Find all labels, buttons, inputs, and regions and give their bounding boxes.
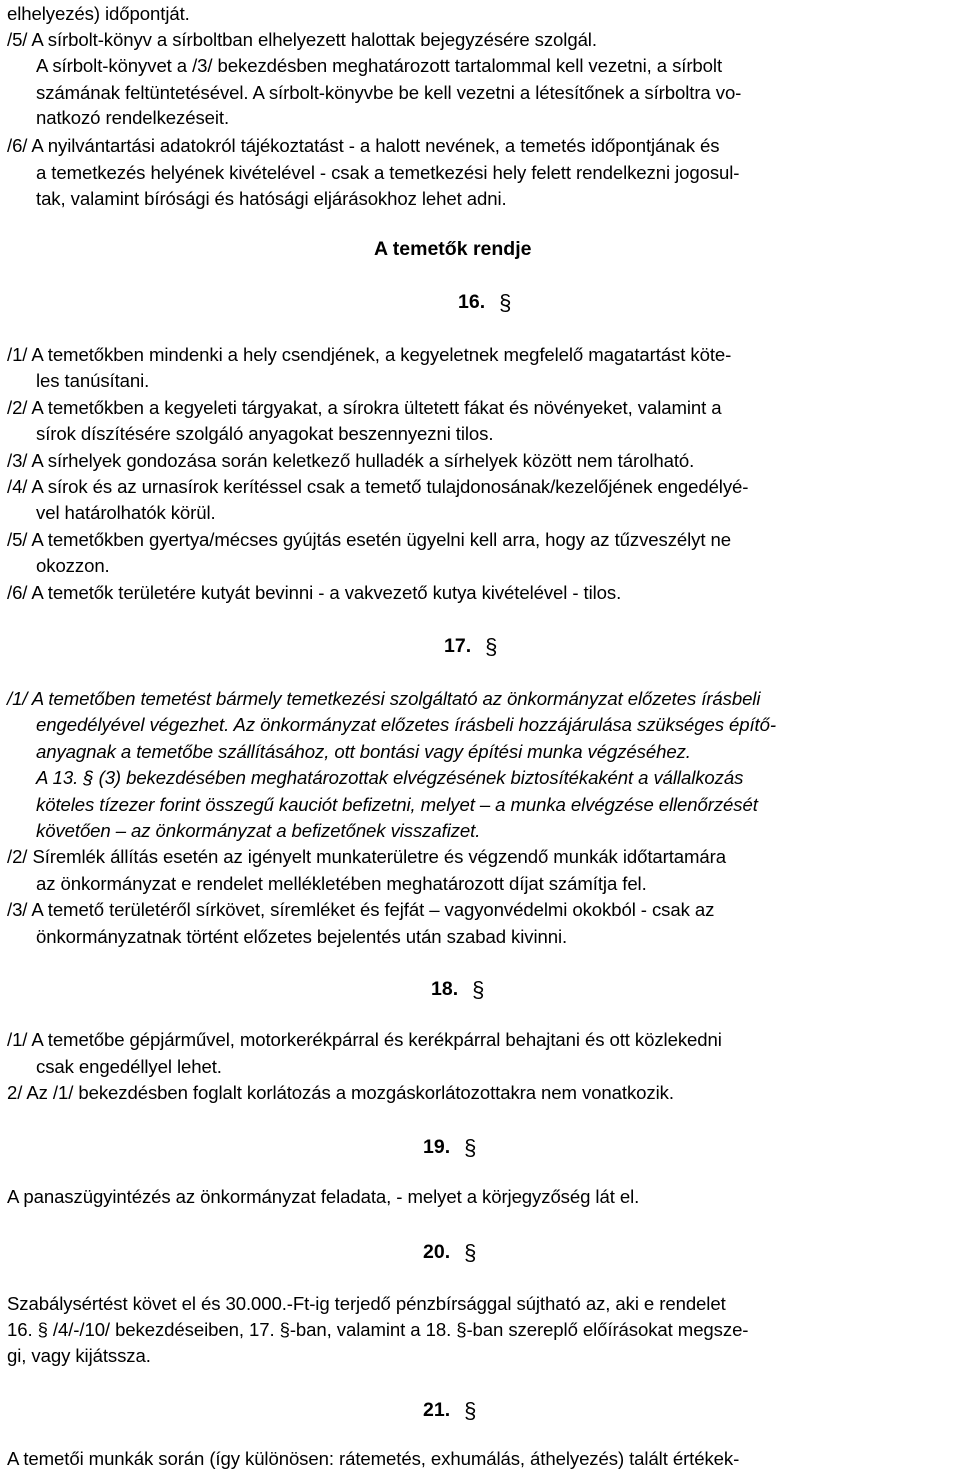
paragraph-line: elhelyezés) időpontját. — [7, 3, 190, 24]
paragraph-line: anyagnak a temetőbe szállításához, ott bontási vagy építési munka végzéséhez. — [36, 741, 691, 762]
section-number-19 — [423, 1134, 476, 1159]
paragraph-line: /4/ A sírok és az urnasírok kerítéssel csak a temető tulajdonosának/kezelőjének engedélyé- — [7, 476, 749, 497]
paragraph-line: 16. § /4/-/10/ bekezdéseiben, 17. §-ban, valamint a 18. §-ban szereplő előírásokat megsze- — [7, 1319, 749, 1340]
section-number-17 — [444, 633, 497, 658]
paragraph-line: önkormányzatnak történt előzetes bejelentés után szabad kivinni. — [36, 926, 568, 947]
section-symbol: § — [499, 290, 512, 315]
paragraph-line: /5/ A temetőkben gyertya/mécses gyújtás esetén ügyelni kell arra, hogy az tűzveszélyt ne — [7, 529, 731, 550]
paragraph-line: les tanúsítani. — [36, 370, 150, 391]
paragraph-line: vel határolhatók körül. — [36, 502, 216, 523]
paragraph-line: követően – az önkormányzat a befizetőnek visszafizet. — [36, 820, 481, 841]
paragraph-line: okozzon. — [36, 555, 110, 576]
section-number: 18. — [431, 978, 459, 1000]
paragraph-line: köteles tízezer forint összegű kauciót befizetni, melyet – a munka elvégzése ellenőrzését — [36, 794, 758, 815]
section-symbol: § — [464, 1240, 477, 1265]
paragraph-line: /6/ A nyilvántartási adatokról tájékoztatást - a halott nevének, a temetés időpontjának és — [7, 135, 720, 156]
paragraph-line: /2/ Síremlék állítás esetén az igényelt munkaterületre és végzendő munkák időtartamára — [7, 846, 726, 867]
paragraph-line: Szabálysértést követ el és 30.000.-Ft-ig terjedő pénzbírsággal sújtható az, aki e rendelet — [7, 1293, 726, 1314]
section-symbol: § — [472, 977, 485, 1002]
section-number: 19. — [423, 1136, 451, 1158]
section-symbol: § — [485, 634, 498, 659]
paragraph-line: engedélyével végezhet. Az önkormányzat előzetes írásbeli hozzájárulása szükséges építő- — [36, 714, 776, 735]
paragraph-line: a temetkezés helyének kivételével - csak a temetkezési hely felett rendelkezni jogosul- — [36, 162, 740, 183]
section-number: 20. — [423, 1241, 451, 1263]
paragraph-line: számának feltüntetésével. A sírbolt-könyvbe be kell vezetni a létesítőnek a sírboltra vo- — [36, 82, 742, 103]
paragraph-line: tak, valamint bírósági és hatósági eljárásokhoz lehet adni. — [36, 188, 507, 209]
paragraph-line: /5/ A sírbolt-könyv a sírboltban elhelyezett halottak bejegyzésére szolgál. — [7, 29, 597, 50]
section-number-18 — [431, 976, 484, 1001]
paragraph-line: /3/ A temető területéről sírkövet, síremléket és fejfát – vagyonvédelmi okokból - csak az — [7, 899, 715, 920]
paragraph-line: sírok díszítésére szolgáló anyagokat beszennyezni tilos. — [36, 423, 494, 444]
paragraph-line: /2/ A temetőkben a kegyeleti tárgyakat, a sírokra ültetett fákat és növényeket, valamint a — [7, 397, 722, 418]
section-number-21 — [423, 1397, 476, 1422]
paragraph-line: /1/ A temetőben temetést bármely temetkezési szolgáltató az önkormányzat előzetes írásbeli — [7, 688, 761, 709]
paragraph-line: /3/ A sírhelyek gondozása során keletkező hulladék a sírhelyek között nem tárolható. — [7, 450, 695, 471]
section-symbol: § — [464, 1398, 477, 1423]
paragraph-line: /1/ A temetőkben mindenki a hely csendjének, a kegyeletnek megfelelő magatartást köte- — [7, 344, 732, 365]
paragraph-line: az önkormányzat e rendelet mellékletében meghatározott díjat számítja fel. — [36, 873, 647, 894]
paragraph-line: A temetői munkák során (így különösen: rátemetés, exhumálás, áthelyezés) talált értékek- — [7, 1448, 740, 1469]
section-heading: A temetők rendje — [374, 238, 532, 260]
paragraph-line: A sírbolt-könyvet a /3/ bekezdésben meghatározott tartalommal kell vezetni, a sírbolt — [36, 55, 723, 76]
section-number: 16. — [458, 291, 486, 313]
paragraph-line: /6/ A temetők területére kutyát bevinni - a vakvezető kutya kivételével - tilos. — [7, 582, 622, 603]
paragraph-line: A panaszügyintézés az önkormányzat feladata, - melyet a körjegyzőség lát el. — [7, 1186, 640, 1207]
section-number: 17. — [444, 635, 472, 657]
paragraph-line: /1/ A temetőbe gépjárművel, motorkerékpárral és kerékpárral behajtani és ott közlekedni — [7, 1029, 722, 1050]
paragraph-line: A 13. § (3) bekezdésében meghatározottak elvégzésének biztosítékaként a vállalkozás — [36, 767, 744, 788]
section-number-16 — [458, 289, 511, 314]
paragraph-line: natkozó rendelkezéseit. — [36, 107, 230, 128]
paragraph-line: 2/ Az /1/ bekezdésben foglalt korlátozás a mozgáskorlátozottakra nem vonatkozik. — [7, 1082, 674, 1103]
section-symbol: § — [464, 1135, 477, 1160]
section-number-20 — [423, 1239, 476, 1264]
paragraph-line: csak engedéllyel lehet. — [36, 1056, 222, 1077]
section-number: 21. — [423, 1399, 451, 1421]
paragraph-line: gi, vagy kijátssza. — [7, 1345, 151, 1366]
